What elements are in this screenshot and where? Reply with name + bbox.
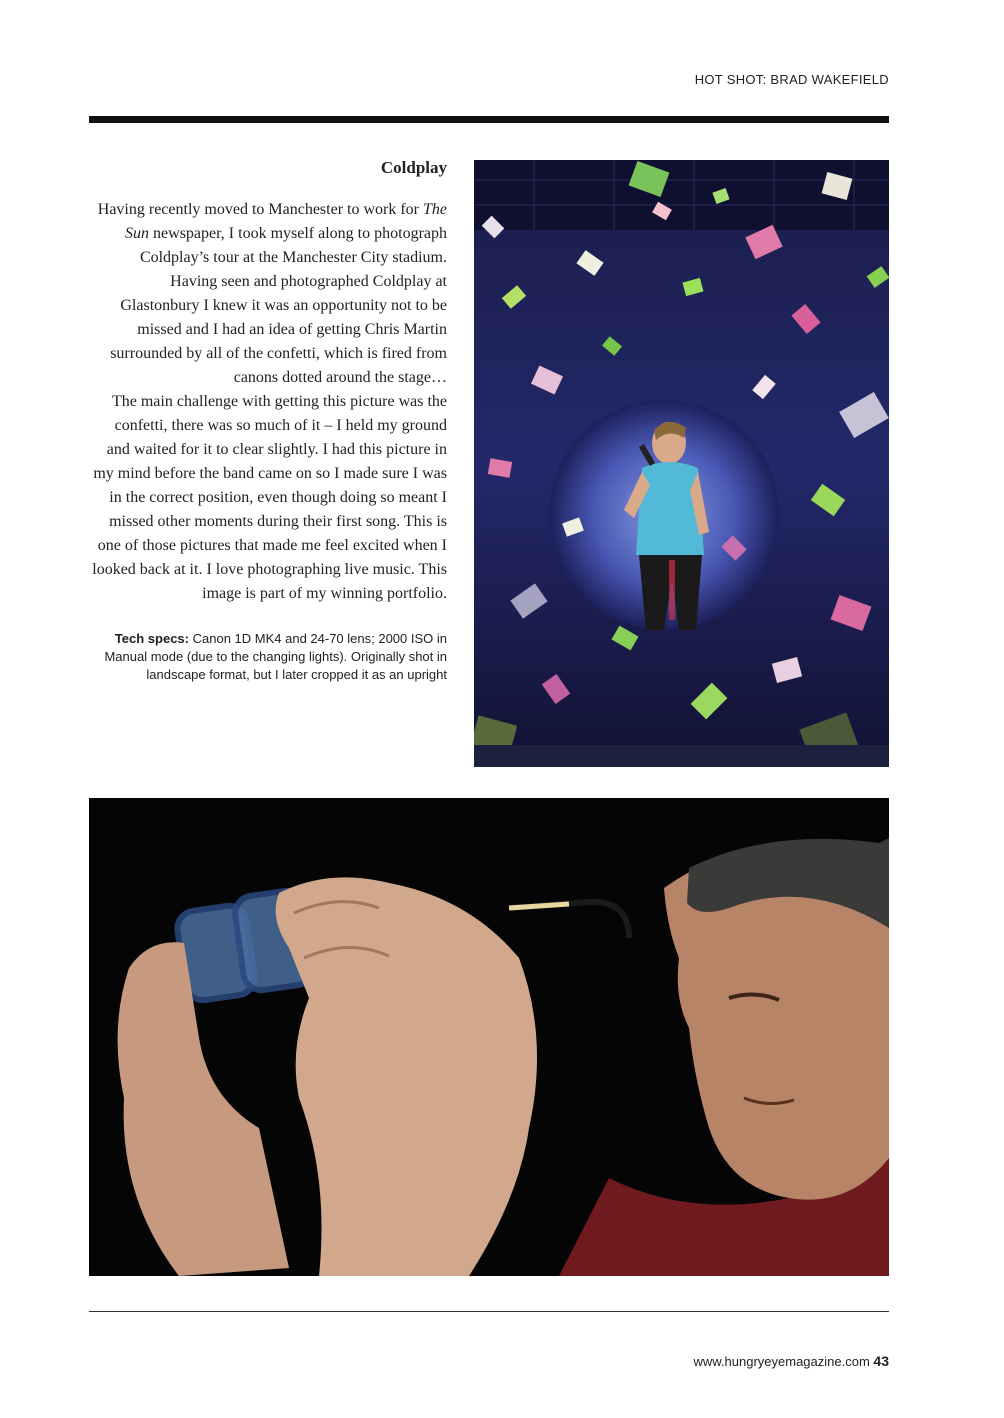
website-url: www.hungryeyemagazine.com bbox=[693, 1354, 870, 1369]
header-rule bbox=[89, 116, 889, 123]
portrait-illustration bbox=[89, 798, 889, 1276]
footer-rule bbox=[89, 1311, 889, 1312]
page-number: 43 bbox=[873, 1353, 889, 1369]
tech-specs bbox=[89, 630, 447, 684]
portrait-glasses-photo bbox=[89, 798, 889, 1276]
tech-specs-label: Tech specs: bbox=[114, 631, 189, 646]
tech-specs-text: Canon 1D MK4 and 24-70 lens; 2000 ISO in Manual mode (due to the changing lights). Originally shot in landscape format, but I later cropped it as an upright bbox=[104, 631, 447, 682]
confetti-stage-illustration bbox=[474, 160, 889, 767]
coldplay-concert-photo bbox=[474, 160, 889, 767]
article-paragraph-1 bbox=[89, 198, 447, 390]
para1-after: newspaper, I took myself along to photograph Coldplay’s tour at the Manchester City stadium. Having seen and photographed Coldplay at Glastonbury I knew it was an opportunity not to be missed and I had an idea of getting Chris Martin surrounded by all of the confetti, which is fired from canons dotted around the stage… bbox=[110, 225, 447, 386]
article-title: Coldplay bbox=[380, 158, 447, 177]
publication-name: The Sun bbox=[125, 201, 447, 242]
article-paragraph-2: The main challenge with getting this picture was the confetti, there was so much of it – I held my ground and waited for it to clear slightly. I had this picture in my mind before the band came on so I made sure I was in the correct position, even though doing so meant I missed other moments during their first song. This is one of those pictures that made me feel excited when I looked back at it. I love photographing live music. This image is part of my winning portfolio. bbox=[92, 393, 447, 602]
section-label: HOT SHOT: BRAD WAKEFIELD bbox=[694, 72, 889, 87]
para1-before: Having recently moved to Manchester to work for bbox=[97, 201, 423, 218]
footer bbox=[693, 1353, 889, 1369]
article-column bbox=[89, 156, 447, 684]
